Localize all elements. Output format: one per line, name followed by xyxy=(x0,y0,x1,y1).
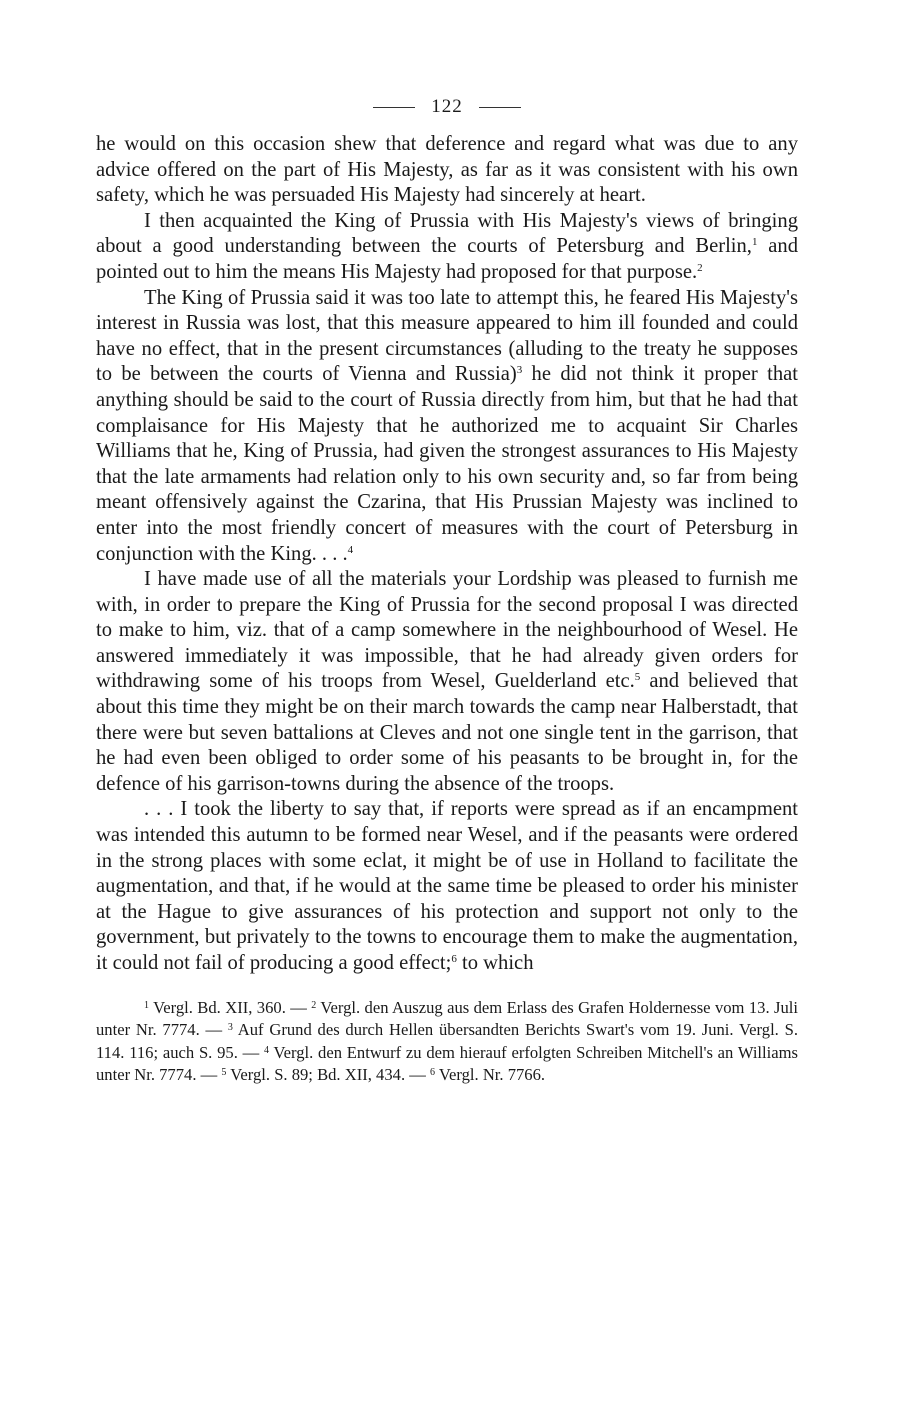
paragraph-4-text-b: and believed that about this time they might be on their march towards the camp near Halberstadt, that there were but seven battalions at Cleves and not one single tent in the garrison, that he had even been obliged to order some of his peasants to be brought in, for the defence of his garrison-towns during the absence of the troops. xyxy=(96,670,798,795)
footnotes xyxy=(96,997,798,1087)
footnote-ref-4: 4 xyxy=(347,543,354,556)
paragraph-1 xyxy=(96,132,798,209)
footnote-separator: — xyxy=(290,997,307,1017)
footnote-separator: — xyxy=(242,1042,260,1062)
paragraph-2 xyxy=(96,209,798,286)
paragraph-5-text-a: . . . I took the liberty to say that, if reports were spread as if an encampment was intended this autumn to be formed near Wesel, and if the peasants were ordered in the strong places with some eclat, it might be of use in Holland to facilitate the augmentation, and that, if he would at the same time be pleased to order his minister at the Hague to give assurances of his protection and support not only to the government, but privately to the towns to encourage them to make the augmentation, it could not fail of producing a good effect; xyxy=(96,798,798,974)
footnote-marker: 4 xyxy=(264,1044,269,1056)
footnote-marker: 2 xyxy=(311,999,317,1011)
header-rule-right xyxy=(479,107,521,108)
footnote-text: Vergl. S. 89; Bd. XII, 434. xyxy=(230,1065,406,1085)
paragraph-3 xyxy=(96,286,798,568)
footnote-1 xyxy=(144,998,286,1017)
footnote-marker: 5 xyxy=(221,1067,227,1079)
footnote-text: Auf Grund des durch Hellen übersandten Berichts Swart's vom 19. Juni. Vergl. S. 114. 116; auch S. 95. xyxy=(96,1020,798,1062)
paragraph-3-text-a: The King of Prussia said it was too late to attempt this, he feared His Majesty's interest in Russia was lost, that this measure appeared to him ill founded and could have no effect, that in the present circumstances (alluding to the treaty he supposes to be between the courts of Vienna and Russia) xyxy=(96,286,798,386)
paragraph-1-text: he would on this occasion shew that deference and regard what was due to any advice offered on the part of His Majesty, as far as it was consistent with his own safety, which he was persuaded His Majesty had sincerely at heart. xyxy=(96,133,798,207)
page-number: 122 xyxy=(431,96,463,117)
paragraph-5 xyxy=(96,797,798,976)
footnote-text: Vergl. den Entwurf zu dem hierauf erfolgten Schreiben Mitchell's an Williams unter Nr. 7774. xyxy=(96,1042,798,1085)
header-rule-left xyxy=(373,107,415,108)
paragraph-5-text-b: to which xyxy=(456,952,534,974)
paragraph-3-text-b: he did not think it proper that anything should be said to the court of Russia directly from him, but that he had that complaisance for His Majesty that he authorized me to acquaint Sir Charles Williams that he, King of Prussia, had given the strongest assurances to His Majesty that the late armaments had relation only to his own security and, so far from being meant offensively against the Czarina, that His Prussian Majesty was inclined to enter into the most friendly concert of measures with the court of Petersburg in conjunction with the King. . . . xyxy=(96,363,798,565)
page-header xyxy=(96,92,798,122)
footnote-separator: — xyxy=(200,1065,218,1085)
footnote-ref-5: 5 xyxy=(634,671,641,684)
footnote-ref-6: 6 xyxy=(451,953,457,965)
footnote-6 xyxy=(430,1065,545,1084)
footnote-ref-1: 1 xyxy=(751,236,758,249)
document-page xyxy=(96,92,798,1087)
footnote-5 xyxy=(221,1065,405,1084)
footnote-text: Vergl. Nr. 7766. xyxy=(438,1065,546,1085)
footnote-marker: 3 xyxy=(227,1022,233,1034)
footnote-text: Vergl. den Auszug aus dem Erlass des Grafen Holdernesse vom 13. Juli unter Nr. 7774. xyxy=(96,997,798,1040)
footnote-separator: — xyxy=(205,1020,223,1040)
footnote-separator: — xyxy=(409,1065,426,1085)
footnote-ref-3: 3 xyxy=(516,364,523,377)
footnote-marker: 6 xyxy=(430,1067,436,1079)
paragraph-2-text-a: I then acquainted the King of Prussia with His Majesty's views of bringing about a good understanding between the courts of Petersburg and Berlin, xyxy=(96,209,798,258)
body-text xyxy=(96,132,798,977)
paragraph-2-text-b: and pointed out to him the means His Majesty had proposed for that purpose. xyxy=(96,235,798,283)
footnote-ref-2: 2 xyxy=(697,261,703,274)
footnote-text: Vergl. Bd. XII, 360. xyxy=(153,997,286,1017)
paragraph-4 xyxy=(96,567,798,797)
paragraph-4-text-a: I have made use of all the materials your Lordship was pleased to furnish me with, in order to prepare the King of Prussia for the second proposal I was directed to make to him, viz. that of a camp somewhere in the neighbourhood of Wesel. He answered immediately it was impossible, that he had already given orders for withdrawing some of his troops from Wesel, Guelderland etc. xyxy=(96,568,798,693)
footnote-marker: 1 xyxy=(144,999,149,1011)
